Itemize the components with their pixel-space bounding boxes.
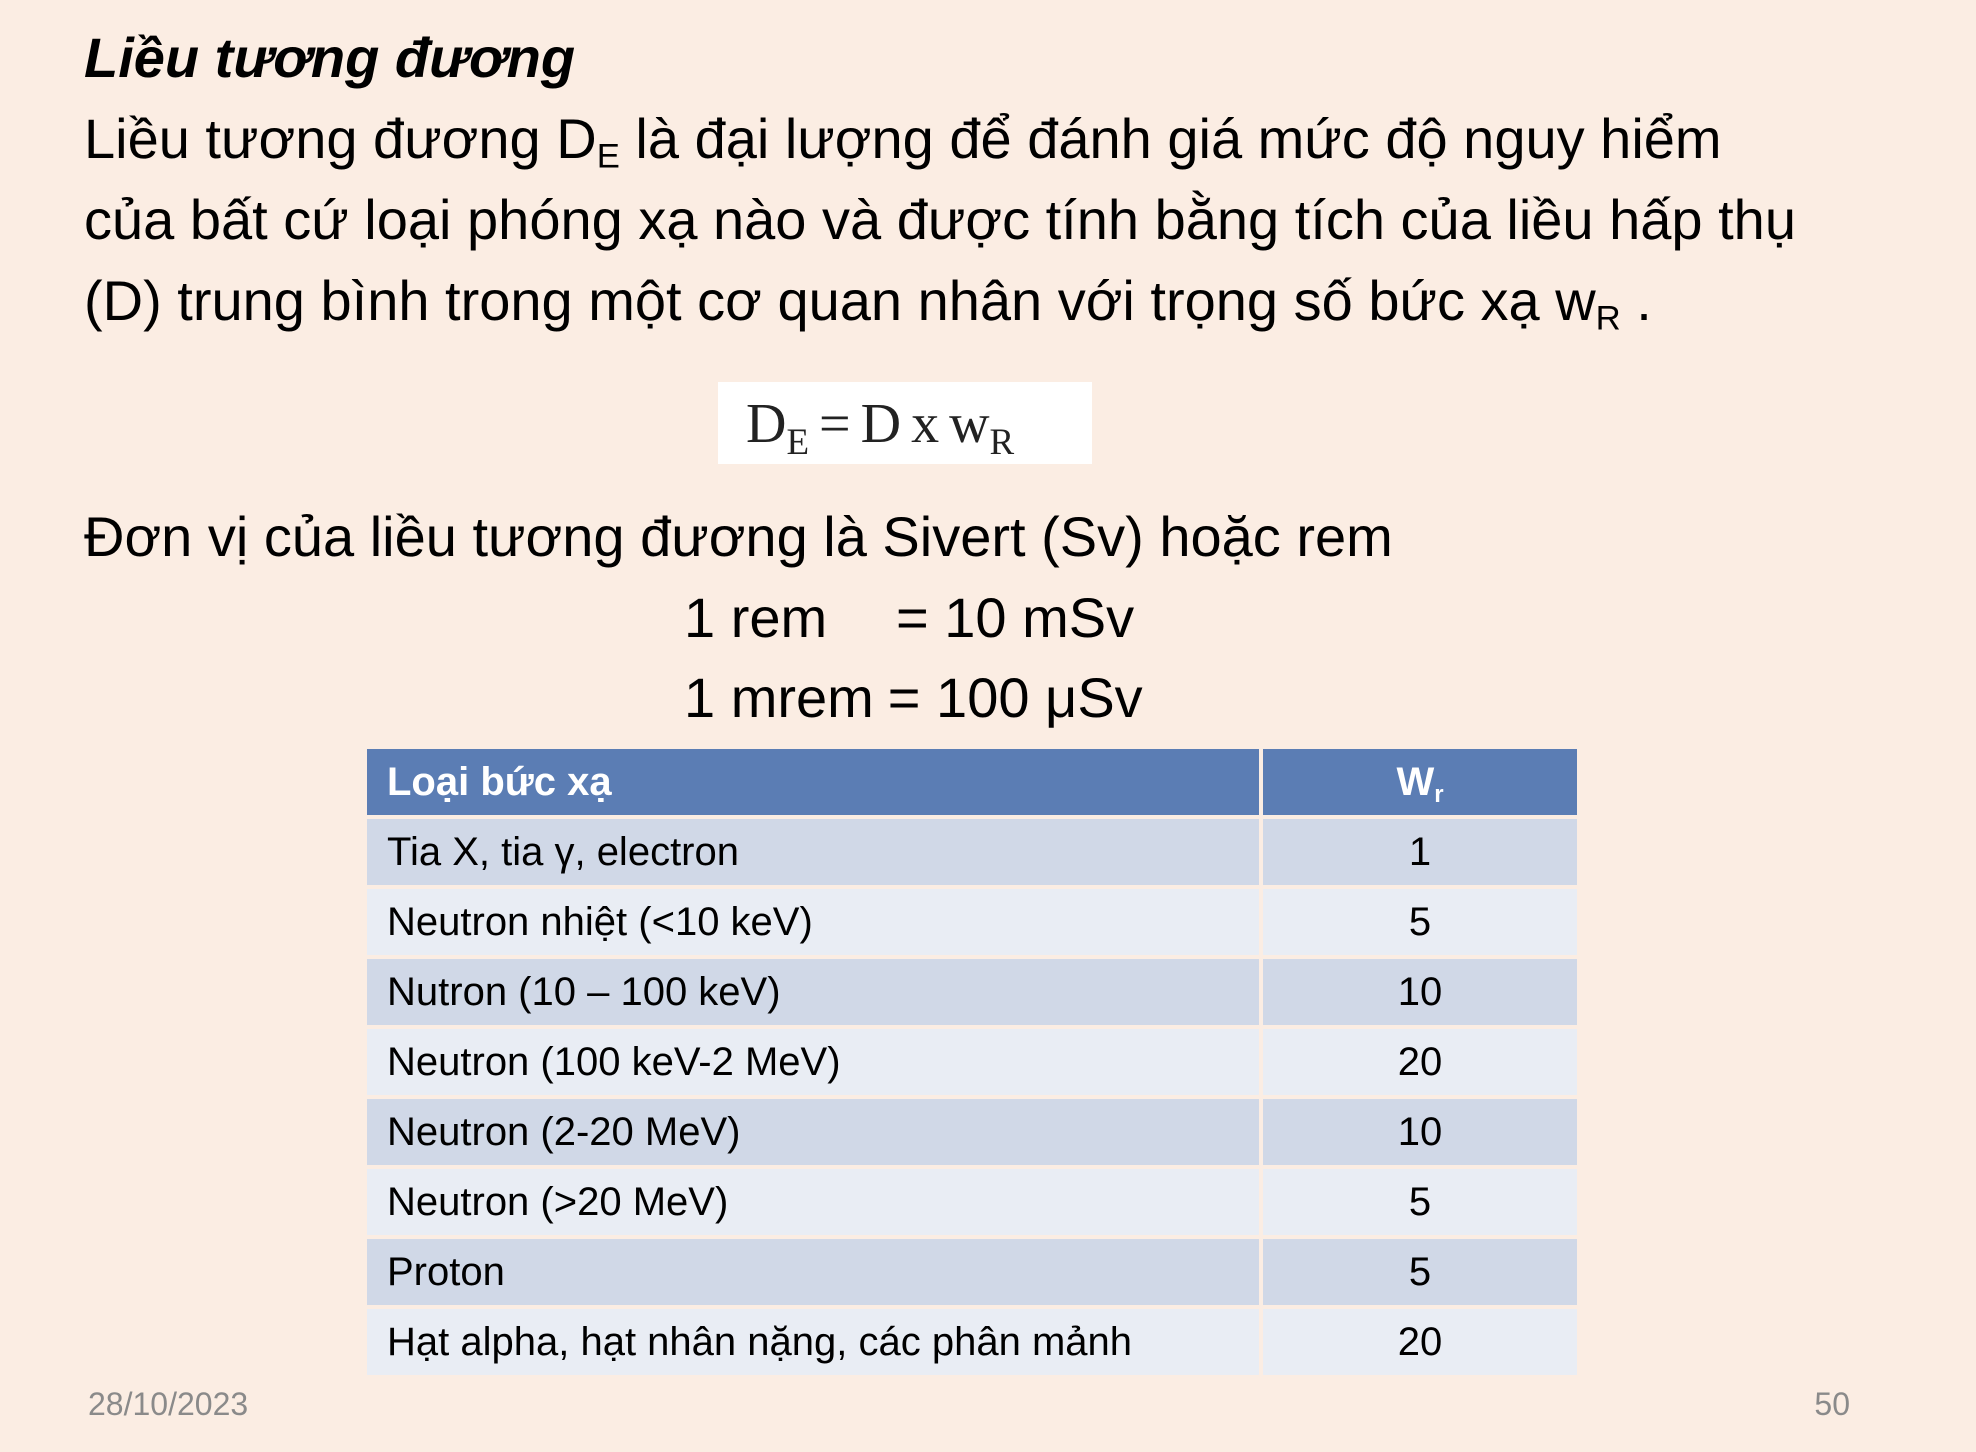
radiation-type-cell: Hạt alpha, hạt nhân nặng, các phân mảnh [367,1309,1259,1375]
weighting-factor-cell: 10 [1263,959,1577,1025]
radiation-type-cell: Neutron nhiệt (<10 keV) [367,889,1259,955]
table-row [367,1029,1577,1095]
radiation-type-cell: Neutron (>20 MeV) [367,1169,1259,1235]
radiation-type-cell: Neutron (2-20 MeV) [367,1099,1259,1165]
table-row [367,959,1577,1025]
table-row [367,1169,1577,1235]
weighting-factor-cell: 1 [1263,819,1577,885]
radiation-type-cell: Neutron (100 keV-2 MeV) [367,1029,1259,1095]
weighting-factor-cell: 5 [1263,1239,1577,1305]
weighting-factor-cell: 20 [1263,1309,1577,1375]
header-radiation-type: Loại bức xạ [367,749,1259,815]
radiation-type-cell: Proton [367,1239,1259,1305]
slide-title: Liều tương đương [84,26,576,89]
intro-paragraph [84,98,1796,341]
intro-line-3: (D) trung bình trong một cơ quan nhân với trọng số bức xạ $w_R$ . [84,269,1652,338]
weighting-factor-cell: 5 [1263,889,1577,955]
intro-line-2: của bất cứ loại phóng xạ nào và được tính bằng tích của liều hấp thụ [84,188,1796,251]
intro-line-1: Liều tương đương $D_E$ là đại lượng để đánh giá mức độ nguy hiểm [84,107,1722,176]
conversion-mrem-usv: 1 mrem = 100 μSv [684,666,1143,729]
table-row [367,1309,1577,1375]
radiation-type-cell: Tia X, tia γ, electron [367,819,1259,885]
conversion-rem-msv: 1 rem = 10 mSv [684,586,1135,649]
weighting-factor-cell: 5 [1263,1169,1577,1235]
table-row [367,1099,1577,1165]
table-row [367,819,1577,885]
radiation-weighting-table [363,745,1581,1379]
weighting-factor-cell: 20 [1263,1029,1577,1095]
header-weighting-factor: $W_r$ [1263,749,1577,815]
equivalent-dose-formula: $D_E = D$ x $w_R$ [718,382,1092,464]
unit-description: Đơn vị của liều tương đương là Sivert (Sv) hoặc rem [84,505,1393,568]
weighting-factor-cell: 10 [1263,1099,1577,1165]
table-header-row [367,749,1577,815]
table-row [367,889,1577,955]
radiation-type-cell: Nutron (10 – 100 keV) [367,959,1259,1025]
table-row [367,1239,1577,1305]
page-number: 50 [1814,1386,1850,1422]
footer-date: 28/10/2023 [88,1386,249,1422]
